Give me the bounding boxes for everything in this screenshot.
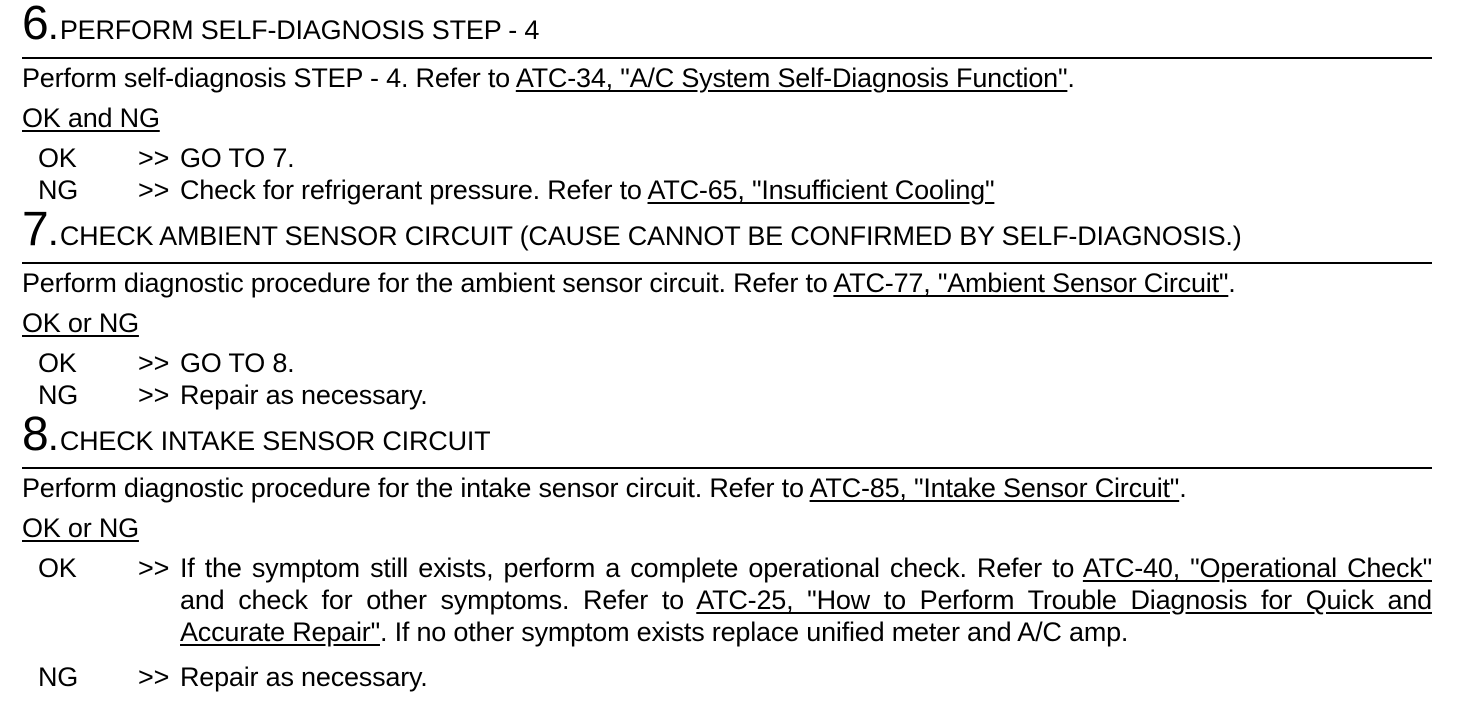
result-text: Repair as necessary. [180, 662, 428, 692]
instruction-end: . [1228, 268, 1236, 298]
result-row-ok [22, 347, 1432, 379]
result-arrow: >> [138, 175, 170, 205]
result-row-ng [22, 174, 1432, 206]
instruction-text: Perform self-diagnosis STEP - 4. Refer to [22, 63, 516, 93]
step-divider [22, 262, 1432, 264]
step-6 [22, 0, 1432, 206]
result-row-ng [22, 661, 1432, 693]
step-title: CHECK INTAKE SENSOR CIRCUIT [59, 426, 491, 456]
step-8-heading [22, 408, 1432, 461]
result-text-b: and check for other symptoms. Refer to [180, 585, 697, 615]
step-instruction [22, 62, 1432, 94]
step-dot: . [47, 415, 59, 459]
result-row-ok [22, 552, 1432, 648]
result-text: GO TO 8. [180, 348, 295, 378]
okng-label: OK or NG [22, 513, 139, 543]
result-arrow: >> [138, 143, 170, 173]
result-code: NG [38, 380, 79, 410]
result-arrow: >> [138, 380, 170, 410]
result-text [180, 552, 1432, 648]
okng-label: OK and NG [22, 103, 160, 133]
reference-link[interactable]: ATC-77, "Ambient Sensor Circuit" [833, 268, 1229, 298]
instruction-end: . [1179, 473, 1187, 503]
result-text-c: . If no other symptom exists replace unified meter and A/C amp. [379, 617, 1129, 647]
result-text [180, 174, 1432, 206]
step-divider [22, 467, 1432, 469]
step-dot: . [47, 4, 59, 48]
okng-label: OK or NG [22, 308, 139, 338]
step-divider [22, 57, 1432, 59]
step-instruction [22, 267, 1432, 299]
step-instruction [22, 472, 1432, 504]
step-dot: . [47, 210, 59, 254]
result-text-pre: Check for refrigerant pressure. Refer to [180, 175, 648, 205]
result-code: OK [38, 143, 77, 173]
step-number: 8 [22, 408, 48, 461]
step-number: 6 [22, 0, 48, 50]
step-title: PERFORM SELF-DIAGNOSIS STEP - 4 [59, 15, 540, 45]
result-code: NG [38, 662, 79, 692]
procedure-page [22, 0, 1432, 693]
instruction-text: Perform diagnostic procedure for the intake sensor circuit. Refer to [22, 473, 810, 503]
reference-link[interactable]: ATC-65, "Insufficient Cooling" [647, 175, 995, 205]
step-6-heading [22, 0, 1432, 48]
result-arrow: >> [138, 348, 170, 378]
step-number: 7 [22, 203, 48, 256]
step-title: CHECK AMBIENT SENSOR CIRCUIT (CAUSE CANNOT BE CONFIRMED BY SELF-DIAGNOSIS.) [59, 221, 1242, 251]
result-text: GO TO 7. [180, 143, 295, 173]
result-code: OK [38, 553, 77, 583]
step-8 [22, 408, 1432, 693]
reference-link-trouble-diagnosis[interactable]: ATC-25, "How to Perform Trouble Diagnosis for Quick and Accurate Repair" [180, 585, 1432, 647]
step-7 [22, 203, 1432, 411]
reference-link[interactable]: ATC-85, "Intake Sensor Circuit" [809, 473, 1180, 503]
result-arrow: >> [138, 662, 170, 692]
result-code: OK [38, 348, 77, 378]
instruction-text: Perform diagnostic procedure for the ambient sensor circuit. Refer to [22, 268, 834, 298]
result-row-ng [22, 379, 1432, 411]
step-7-heading [22, 203, 1432, 256]
result-text: Repair as necessary. [180, 380, 428, 410]
result-arrow: >> [138, 553, 170, 583]
reference-link[interactable]: ATC-34, "A/C System Self-Diagnosis Function" [515, 63, 1068, 93]
reference-link-operational-check[interactable]: ATC-40, "Operational Check" [1082, 553, 1432, 583]
result-code: NG [38, 175, 79, 205]
result-text-a: If the symptom still exists, perform a complete operational check. Refer to [180, 553, 1083, 583]
result-row-ok [22, 142, 1432, 174]
instruction-end: . [1067, 63, 1075, 93]
